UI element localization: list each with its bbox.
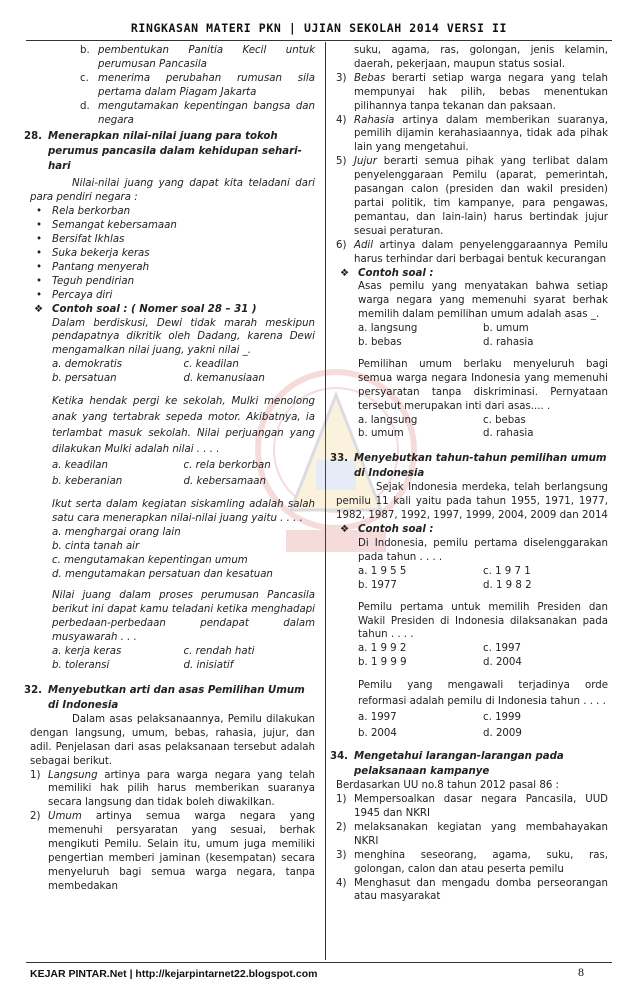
question-text: Nilai juang dalam proses perumusan Pancasila berikut ini dapat kamu teladani ketika menghadapi perbedaan-perbedaan pendapat dalam musyawarah . . . <box>52 590 315 644</box>
list-item: • Bersifat Ikhlas <box>30 233 315 247</box>
header-rule <box>26 40 612 41</box>
list-item: • Suka bekerja keras <box>30 247 315 261</box>
answer-options: a. menghargai orang lain b. cinta tanah air c. mengutamakan kepentingan umum d. mengutamakan persatuan dan kesatuan <box>52 526 273 580</box>
question-text: Asas pemilu yang menyatakan bahwa setiap warga negara yang memenuhi syarat berhak memilih dalam pemilihan umum adalah asas _. <box>358 281 608 321</box>
list-item: 3) Bebas berarti setiap warga negara yang telah mempunyai hak pilih, bebas menentukan pilihannya tanpa tekanan dan paksaan. <box>336 72 608 112</box>
section-heading-34: 34. Mengetahui larangan-larangan pada pelaksanaan kampanye <box>330 751 564 778</box>
section-heading-32: 32. Menyebutkan arti dan asas Pemilihan Umum di Indonesia <box>24 684 305 711</box>
list-item: • Semangat kebersamaan <box>30 219 315 233</box>
section-intro: Nilai-nilai juang yang dapat kita teladani dari para pendiri negara : <box>30 178 315 204</box>
answer-options: a. langsung c. bebas b. umum d. rahasia <box>358 414 534 440</box>
question-text: Ikut serta dalam kegiatan siskamling adalah salah satu cara menerapkan nilai-nilai juang yaitu . . . . <box>52 499 315 524</box>
example-heading: ❖ Contoh soal : <box>340 267 434 279</box>
answer-options: a. 1 9 5 5 c. 1 9 7 1 b. 1977 d. 1 9 8 2 <box>358 565 532 591</box>
list-item: 5) Jujur berarti semua pihak yang terlibat dalam penyelenggaraan Pemilu (aparat, pemerintah, pasangan calon (presiden dan wakil presiden) partai politik, tim kampanye, para pengawas, pemantau, dan lain-lain) harus bertindak jujur sesuai peraturan. <box>336 156 608 237</box>
answer-options: a. kerja keras c. rendah hati b. toleransi d. inisiatif <box>52 646 255 671</box>
left-column <box>24 44 315 894</box>
list-item: • Rela berkorban <box>30 205 315 219</box>
answer-options: a. langsung b. umum b. bebas d. rahasia <box>358 323 534 349</box>
list-item: d. mengutamakan kepentingan bangsa dan negara <box>80 100 315 126</box>
diamond-bullet-icon: ❖ <box>34 303 44 315</box>
section-intro: Dalam asas pelaksanaannya, Pemilu dilakukan dengan langsung, umum, bebas, rahasia, jujur, dan adil. Penjelasan dari asas pelaksanaan tersebut adalah sebagai berikut. <box>30 713 315 767</box>
list-item: • Teguh pendirian <box>30 275 315 289</box>
list-item: 4) Rahasia artinya dalam memberikan suaranya, pemilih dijamin kerahasiaannya, tidak ada pihak lain yang mengetahui. <box>336 114 608 154</box>
values-list <box>30 205 315 302</box>
footer-rule <box>26 962 612 963</box>
answer-options: a. keadilan c. rela berkorban b. keberanian d. kebersamaan <box>52 460 271 488</box>
list-item: 2) Umum artinya semua warga negara yang memenuhi persyaratan yang sesuai, berhak mengikuti Pemilu. Selain itu, umum juga memiliki pengertian memberi jaminan (kesempatan) secara menyeluruh bagi semua warga negara, tanpa membedakan <box>30 811 315 892</box>
page-header: RINGKASAN MATERI PKN | UJIAN SEKOLAH 2014 VERSI II <box>130 21 508 35</box>
answer-options: a. 1997 c. 1999 b. 2004 d. 2009 <box>358 712 522 740</box>
answer-options: a. 1 9 9 2 c. 1997 b. 1 9 9 9 d. 2004 <box>358 643 522 669</box>
list-item: 2) melaksanakan kegiatan yang membahayakan NKRI <box>336 821 608 847</box>
list-item: • Percaya diri <box>30 289 315 303</box>
section-heading-33: 33. Menyebutkan tahun-tahun pemilihan umum di Indonesia <box>330 453 607 480</box>
list-item: 1) Mempersoalkan dasar negara Pancasila, UUD 1945 dan NKRI <box>336 794 608 819</box>
answer-options: a. demokratis c. keadilan b. persatuan d. kemanusiaan <box>52 359 265 385</box>
example-heading: ❖ Contoh soal : ( Nomer soal 28 – 31 ) <box>34 303 257 315</box>
question-text: Pemilu yang mengawali terjadinya orde reformasi adalah pemilu di Indonesia tahun . . . . <box>358 680 608 708</box>
diamond-bullet-icon: ❖ <box>340 267 350 279</box>
section-intro: Sejak Indonesia merdeka, telah berlangsung pemilu 11 kali yaitu pada tahun 1955, 1971, 1977, 1982, 1987, 1992, 1997, 1999, 2004, 2009 dan 2014 <box>336 482 608 522</box>
question-text: Pemilihan umum berlaku menyeluruh bagi semua warga negara Indonesia yang memenuhi persyaratan tanpa diskriminasi. Pernyataan tersebut merupakan inti dari asas.... . <box>358 358 608 412</box>
list-item: 6) Adil artinya dalam penyelenggaraannya Pemilu harus terhindar dari berbagai bentuk kecurangan <box>336 239 608 265</box>
question-text: Ketika hendak pergi ke sekolah, Mulki menolong anak yang tertabrak sepeda motor. Akibatnya, ia terlambat masuk sekolah. Nilai perjuangan yang dilakukan Mulki adalah nilai . . . . <box>52 396 315 456</box>
footer-site-link[interactable]: KEJAR PINTAR.Net | http://kejarpintarnet22.blogspot.com <box>30 968 318 980</box>
column-divider <box>325 42 326 960</box>
example-heading: ❖ Contoh soal : <box>340 524 434 536</box>
list-item: 1) Langsung artinya para warga negara yang telah memiliki hak pilih harus memberikan suaranya secara langsung dan tidak boleh diwakilkan. <box>30 769 315 809</box>
list-item: 4) Menghasut dan mengadu domba perseorangan atau masyarakat <box>336 877 608 903</box>
section-heading-28: 28. Menerapkan nilai-nilai juang para tokoh perumus pancasila dalam kehidupan sehari-hari <box>24 131 302 173</box>
right-column <box>330 44 608 904</box>
list-item: c. menerima perubahan rumusan sila pertama dalam Piagam Jakarta <box>80 72 315 98</box>
section-intro: Berdasarkan UU no.8 tahun 2012 pasal 86 : <box>336 780 559 792</box>
question-text: Dalam berdiskusi, Dewi tidak marah meskipun pendapatnya dikritik oleh Dadang, karena Dewi mengamalkan nilai juang, yakni nilai _. <box>52 317 315 357</box>
diamond-bullet-icon: ❖ <box>340 524 350 536</box>
question-text: Di Indonesia, pemilu pertama diselenggarakan pada tahun . . . . <box>358 538 608 563</box>
continued-text: suku, agama, ras, golongan, jenis kelamin, daerah, pekerjaan, maupun status sosial. <box>354 45 608 70</box>
question-text: Pemilu pertama untuk memilih Presiden dan Wakil Presiden di Indonesia dilaksanakan pada tahun . . . . <box>358 601 608 641</box>
list-item: b. pembentukan Panitia Kecil untuk perumusan Pancasila <box>80 45 315 70</box>
page-number: 8 <box>578 965 584 979</box>
list-item: • Pantang menyerah <box>30 261 315 275</box>
list-item: 3) menghina seseorang, agama, suku, ras, golongan, calon dan atau peserta pemilu <box>336 849 608 875</box>
